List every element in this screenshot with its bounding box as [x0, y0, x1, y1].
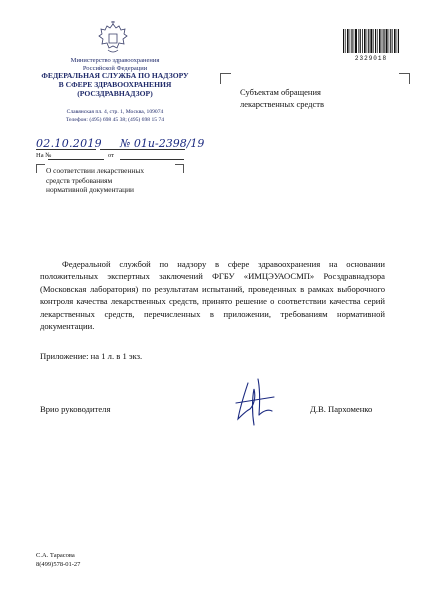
barcode-icon — [343, 29, 399, 53]
signer-name: Д.В. Пархоменко — [310, 404, 373, 414]
agency-line-3: (РОСЗДРАВНАДЗОР) — [77, 89, 153, 98]
reference-date-label: от — [108, 152, 115, 159]
barcode-number: 2329018 — [354, 55, 388, 62]
coat-of-arms-icon — [96, 20, 130, 56]
ministry-line-1: Министерство здравоохранения — [70, 57, 160, 64]
subject-line-2: средств требованиям — [46, 175, 113, 185]
subject-line-3: нормативной документации — [46, 185, 134, 195]
subject-line-1: О соответствии лекарственных — [46, 166, 145, 175]
executor-phone: 8(499)578-01-27 — [36, 561, 81, 568]
body-paragraph: Федеральной службой по надзору в сфере здравоохранения на основании положительных экспертных заключений ФГБУ «ИМЦЭУАОСМП» Росздравнадзора (Московская лаборатория) по результатам испытаний, проведенных в рамках выборочного контроля качества лекарственных средств, принято решение о соответствии качества серий лекарственных средств, перечисленных в приложении, требованиям нормативной документации. — [40, 259, 385, 332]
reference-date-line — [120, 159, 184, 160]
recipient — [240, 86, 410, 110]
subject-bracket-left — [36, 164, 45, 173]
executor-name: С.А. Тарасова — [36, 552, 75, 559]
executor-info — [36, 551, 80, 569]
recipient-bracket-left — [220, 73, 231, 84]
date-underline — [36, 149, 96, 150]
subject-bracket-right — [175, 164, 184, 173]
handwritten-date: 02.10.2019 — [36, 137, 102, 150]
handwritten-signature-icon — [230, 375, 280, 430]
agency-address — [28, 109, 202, 124]
handwritten-number: № 01и-2398/19 — [120, 137, 205, 150]
ministry-line-2: Российской Федерации — [82, 64, 148, 72]
subject — [46, 166, 176, 195]
signer-title: Врио руководителя — [40, 404, 111, 414]
agency-line-2: В СФЕРЕ ЗДРАВООХРАНЕНИЯ — [58, 80, 172, 89]
phone-line: Телефон: (495) 698 45 38; (495) 698 15 74 — [65, 116, 165, 123]
recipient-bracket-right — [399, 73, 410, 84]
ministry-name — [40, 57, 190, 72]
reference-number-line — [48, 159, 104, 160]
reference-number-label: На № — [36, 152, 52, 159]
recipient-line-2: лекарственных средств — [240, 99, 324, 109]
recipient-line-1: Субъектам обращения — [240, 87, 321, 97]
agency-name — [28, 71, 202, 98]
address-line: Славянская пл. 4, стр. 1, Москва, 109074 — [66, 109, 164, 115]
attachment-note: Приложение: на 1 л. в 1 экз. — [40, 351, 143, 361]
agency-line-1: ФЕДЕРАЛЬНАЯ СЛУЖБА ПО НАДЗОРУ — [41, 71, 189, 80]
number-underline — [100, 149, 185, 150]
